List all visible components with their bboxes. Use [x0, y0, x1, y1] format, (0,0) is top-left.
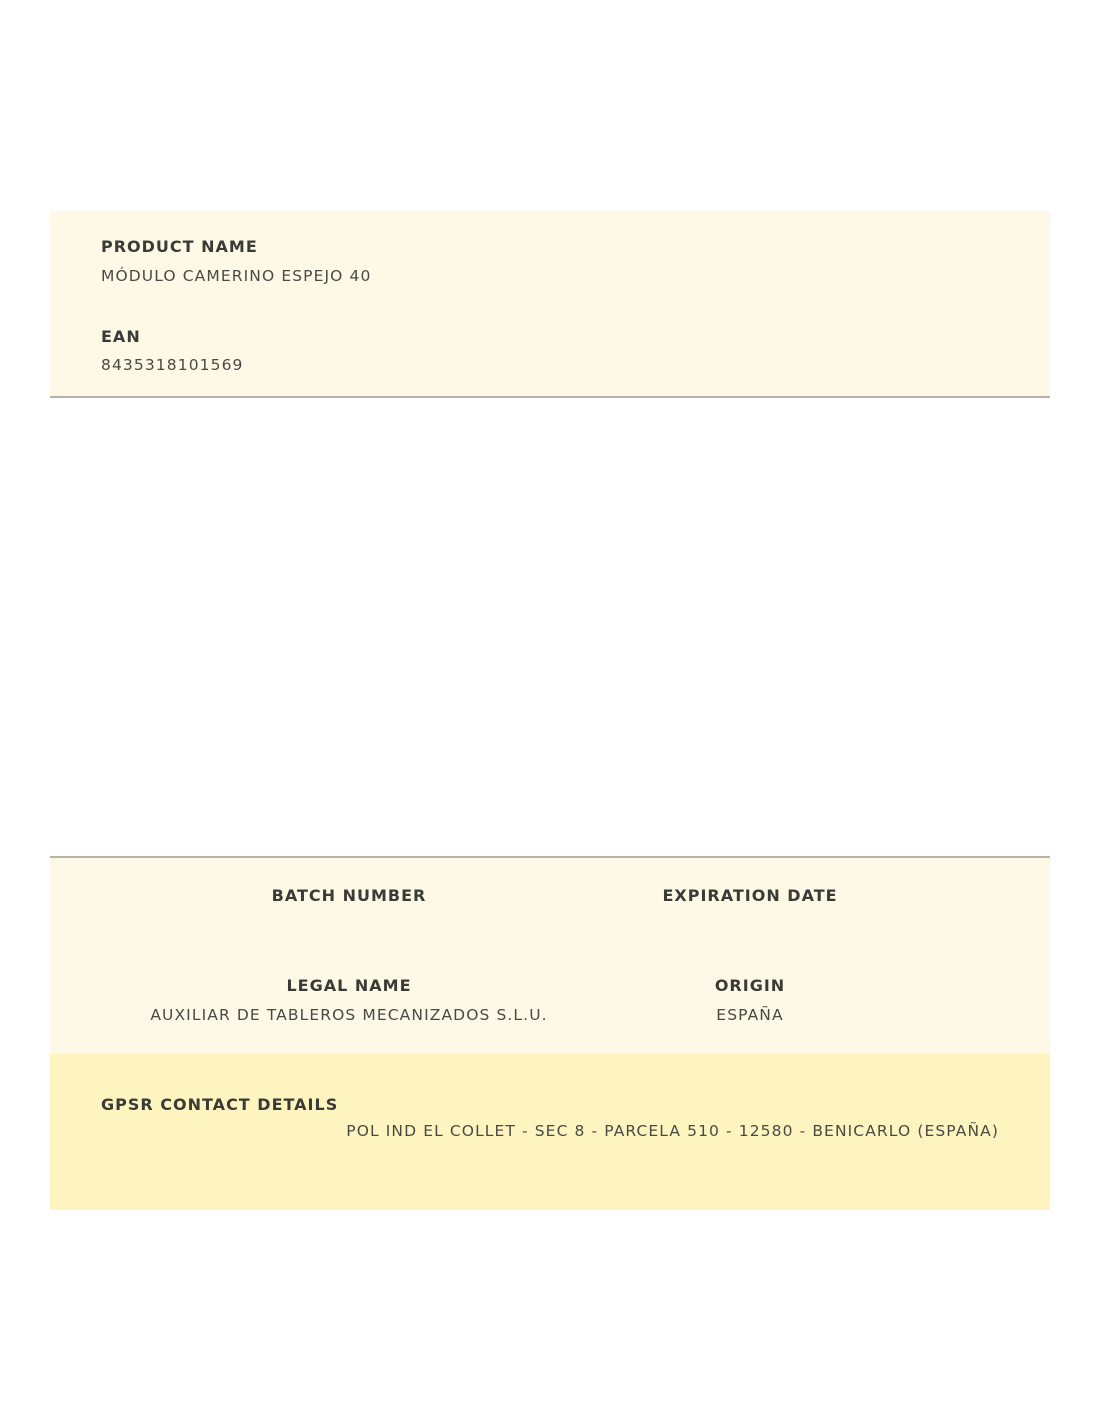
- legal-name-value: AUXILIAR DE TABLEROS MECANIZADOS S.L.U.: [150, 1006, 548, 1024]
- gpsr-contact-label: GPSR CONTACT DETAILS: [101, 1095, 339, 1114]
- expiration-date-label: EXPIRATION DATE: [662, 886, 838, 905]
- ean-value: 8435318101569: [101, 356, 244, 374]
- gpsr-contact-panel: [50, 1054, 1050, 1210]
- origin-value: ESPAÑA: [716, 1006, 784, 1024]
- product-name-value: MÓDULO CAMERINO ESPEJO 40: [101, 267, 372, 285]
- batch-legal-panel: [50, 856, 1050, 1056]
- ean-label: EAN: [101, 327, 141, 346]
- product-info-panel: [50, 211, 1050, 398]
- gpsr-contact-address: POL IND EL COLLET - SEC 8 - PARCELA 510 - 12580 - BENICARLO (ESPAÑA): [346, 1122, 999, 1140]
- origin-label: ORIGIN: [714, 976, 786, 995]
- product-name-label: PRODUCT NAME: [101, 237, 258, 256]
- batch-number-label: BATCH NUMBER: [271, 886, 427, 905]
- legal-name-label: LEGAL NAME: [286, 976, 412, 995]
